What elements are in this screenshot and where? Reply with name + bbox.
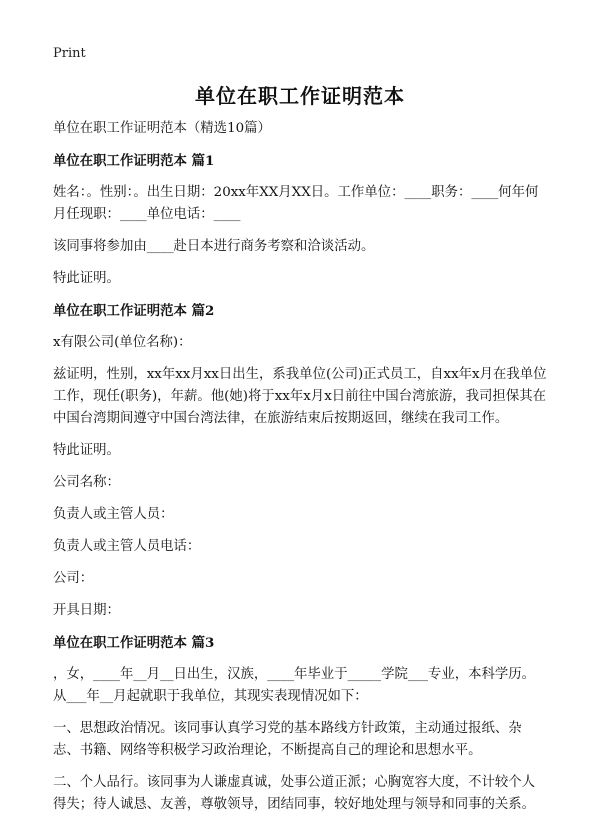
document-body <box>53 118 547 826</box>
print-link[interactable]: Print <box>53 46 86 61</box>
section-heading-2: 单位在职工作证明范本 篇2 <box>53 303 215 319</box>
paragraph: 负责人或主管人员： <box>53 507 174 522</box>
paragraph: 公司： <box>53 571 94 586</box>
paragraph: x有限公司(单位名称)： <box>53 335 192 350</box>
paragraph: 该同事将参加由____赴日本进行商务考察和洽谈活动。 <box>53 239 375 254</box>
paragraph: ，女，____年__月__日出生，汉族，____年毕业于_____学院___专业，本科学历。从___年__月起就职于我单位，其现实表现情况如下： <box>53 667 536 704</box>
paragraph: 一、思想政治情况。该同事认真学习党的基本路线方针政策，主动通过报纸、杂志、书籍、网络等积极学习政治理论，不断提高自己的理论和思想水平。 <box>53 721 522 758</box>
paragraph: 特此证明。 <box>53 443 120 458</box>
paragraph: 负责人或主管人员电话： <box>53 539 201 554</box>
subtitle-line: 单位在职工作证明范本（精选10篇） <box>53 121 271 136</box>
section-heading-1: 单位在职工作证明范本 篇1 <box>53 153 215 169</box>
paragraph: 兹证明，性别，xx年xx月xx日出生，系我单位(公司)正式员工，自xx年x月在我单位工作，现任(职务)，年薪。他(她)将于xx年x月x日前往中国台湾旅游，我司担保其在中国台湾期间遵守中国台湾法律，在旅游结束后按期返回，继续在我司工作。 <box>53 367 547 426</box>
paragraph: 特此证明。 <box>53 271 120 286</box>
document-title: 单位在职工作证明范本 <box>195 84 405 108</box>
section-heading-3: 单位在职工作证明范本 篇3 <box>53 635 215 651</box>
paragraph: 姓名：。性别：。出生日期：20xx年XX月XX日。工作单位：____职务：____何年何月任现职：____单位电话：____ <box>53 185 539 222</box>
paragraph: 公司名称： <box>53 475 120 490</box>
paragraph: 二、个人品行。该同事为人谦虚真诚，处事公道正派；心胸宽容大度，不计较个人得失；待人诚恳、友善，尊敬领导，团结同事，较好地处理与领导和同事的关系。 <box>53 775 536 812</box>
paragraph: 开具日期： <box>53 603 120 618</box>
